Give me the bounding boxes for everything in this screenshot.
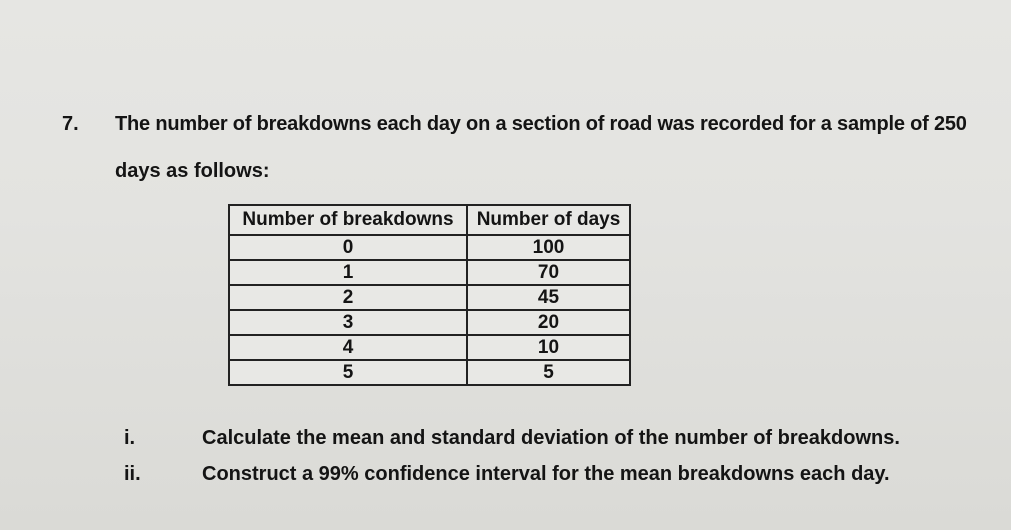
table-row [229, 310, 630, 335]
question-stem-line-2: days as follows: [115, 160, 270, 182]
days-cell: 100 [467, 235, 630, 260]
part-i-label: i. [124, 427, 136, 449]
breakdowns-cell: 1 [229, 260, 467, 285]
part-ii-text: Construct a 99% confidence interval for the mean breakdowns each day. [202, 463, 890, 485]
days-cell: 45 [467, 285, 630, 310]
part-ii-label: ii. [124, 463, 141, 485]
table-row [229, 285, 630, 310]
question-stem-line-1: The number of breakdowns each day on a section of road was recorded for a sample of 250 [115, 113, 967, 135]
days-cell: 10 [467, 335, 630, 360]
header-days: Number of days [467, 205, 630, 235]
table-header-row [229, 205, 630, 235]
days-cell: 5 [467, 360, 630, 385]
breakdowns-cell: 5 [229, 360, 467, 385]
breakdowns-table [228, 204, 631, 386]
breakdowns-cell: 0 [229, 235, 467, 260]
table-row [229, 260, 630, 285]
part-i-text: Calculate the mean and standard deviation of the number of breakdowns. [202, 427, 900, 449]
days-cell: 70 [467, 260, 630, 285]
breakdowns-cell: 4 [229, 335, 467, 360]
table-row [229, 335, 630, 360]
header-breakdowns: Number of breakdowns [229, 205, 467, 235]
breakdowns-cell: 2 [229, 285, 467, 310]
days-cell: 20 [467, 310, 630, 335]
question-number: 7. [62, 113, 79, 135]
breakdowns-cell: 3 [229, 310, 467, 335]
table-row [229, 360, 630, 385]
table-row [229, 235, 630, 260]
